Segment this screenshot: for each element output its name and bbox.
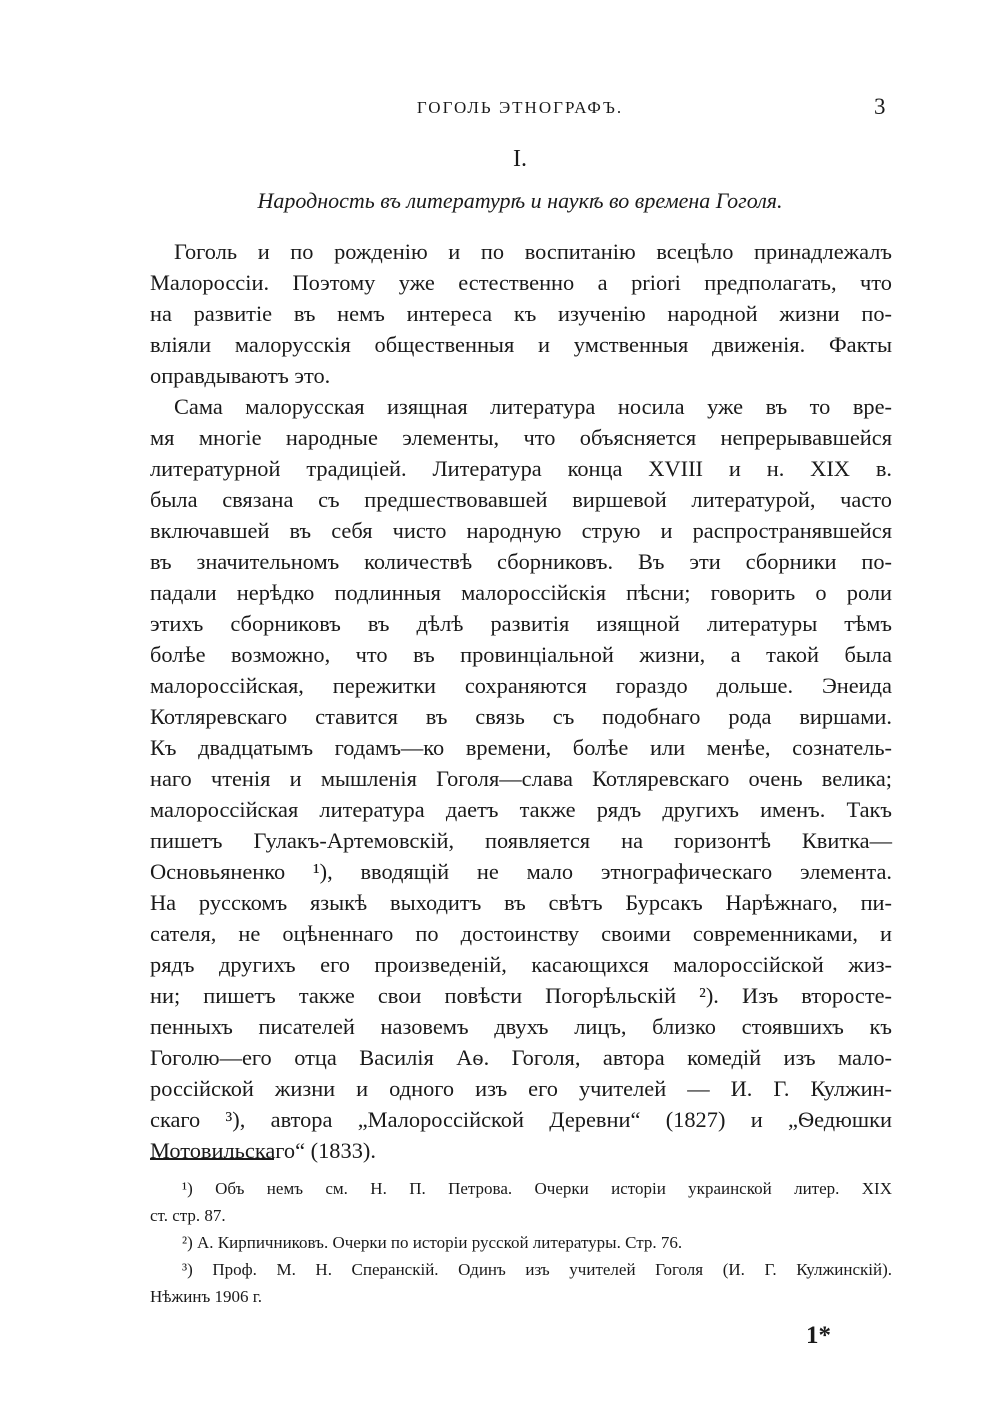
text-line: Котляревскаго ставится въ связь съ подобнаго рода виршами. (150, 704, 892, 729)
text-line: россійской жизни и одного изъ его учителей — И. Г. Кулжин- (150, 1076, 892, 1101)
text-line: малороссійская, пережитки сохраняются гораздо дольше. Энеида (150, 673, 892, 698)
body-text (150, 236, 892, 1166)
text-line: наго чтенія и мышленія Гоголя—слава Котляревскаго очень велика; (150, 766, 892, 791)
text-line: Мотовильскаго“ (1833). (150, 1138, 376, 1163)
footnotes (150, 1175, 892, 1310)
text-line: на развитіе въ немъ интереса къ изученію народной жизни по- (150, 301, 892, 326)
text-line: На русскомъ языкѣ выходитъ въ свѣтъ Бурсакъ Нарѣжнаго, пи- (150, 890, 892, 915)
text-line: Сама малорусская изящная литература носила уже въ то вре- (174, 394, 892, 419)
section-title: Народность въ литературѣ и наукѣ во времена Гоголя. (257, 188, 783, 213)
footnote-line: ³) Проф. М. Н. Сперанскій. Одинъ изъ учителей Гоголя (И. Г. Кулжинскій). (182, 1260, 892, 1279)
text-line: Гоголь и по рожденію и по воспитанію всецѣло принадлежалъ (174, 239, 892, 264)
text-line: литературной традиціей. Литература конца XVIII и н. XIX в. (150, 456, 892, 481)
footnote-line: ст. стр. 87. (150, 1206, 226, 1225)
text-line: пенныхъ писателей назовемъ двухъ лицъ, близко стоявшихъ къ (150, 1014, 892, 1039)
text-line: этихъ сборниковъ въ дѣлѣ развитія изящной литературы тѣмъ (150, 611, 892, 636)
text-line: рядъ другихъ его произведеній, касающихся малороссійской жиз- (150, 952, 892, 977)
text-line: въ значительномъ количествѣ сборниковъ. Въ эти сборники по- (150, 549, 892, 574)
running-title: ГОГОЛЬ ЭТНОГРАФЪ. (416, 98, 624, 117)
text-line: была связана съ предшествовавшей виршевой литературой, часто (150, 487, 892, 512)
section-number: I. (513, 146, 527, 172)
text-line: пишетъ Гулакъ-Артемовскій, появляется на горизонтѣ Квитка— (150, 828, 892, 853)
text-line: малороссійская литература даетъ также рядъ другихъ именъ. Такъ (150, 797, 892, 822)
text-line: включавшей въ себя чисто народную струю и распространявшейся (150, 518, 892, 543)
footnote-line: Нѣжинъ 1906 г. (150, 1287, 263, 1306)
footnote-line: ²) А. Кирпичниковъ. Очерки по исторіи русской литературы. Стр. 76. (182, 1233, 683, 1252)
text-line: Малороссіи. Поэтому уже естественно а priori предполагать, что (150, 270, 892, 295)
text-line: Основьяненко ¹), вводящій не мало этнографическаго элемента. (150, 859, 892, 884)
page-number: 3 (874, 94, 886, 119)
text-line: болѣе возможно, что въ провинціальной жизни, а такой была (150, 642, 892, 667)
footnote-divider (150, 1158, 274, 1160)
signature-mark: 1* (806, 1322, 831, 1349)
footnote-line: ¹) Объ немъ см. Н. П. Петрова. Очерки исторіи украинской литер. XIX (182, 1179, 892, 1198)
text-line: Къ двадцатымъ годамъ—ко времени, болѣе или менѣе, сознатель- (150, 735, 892, 760)
text-line: мя многіе народные элементы, что объясняется непрерывавшейся (150, 425, 892, 450)
text-line: сателя, не оцѣненнаго по достоинству своими современниками, и (150, 921, 892, 946)
text-line: падали нерѣдко подлинныя малороссійскія пѣсни; говорить о роли (150, 580, 892, 605)
text-line: ни; пишетъ также свои повѣсти Погорѣльскій ²). Изъ второсте- (150, 983, 892, 1008)
text-line: Гоголю—его отца Василія Аѳ. Гоголя, автора комедій изъ мало- (150, 1045, 892, 1070)
text-line: вліяли малорусскія общественныя и умственныя движенія. Факты (150, 332, 892, 357)
text-line: оправдываютъ это. (150, 363, 331, 388)
text-line: скаго ³), автора „Малороссійской Деревни“ (1827) и „Ѳедюшки (150, 1107, 892, 1132)
